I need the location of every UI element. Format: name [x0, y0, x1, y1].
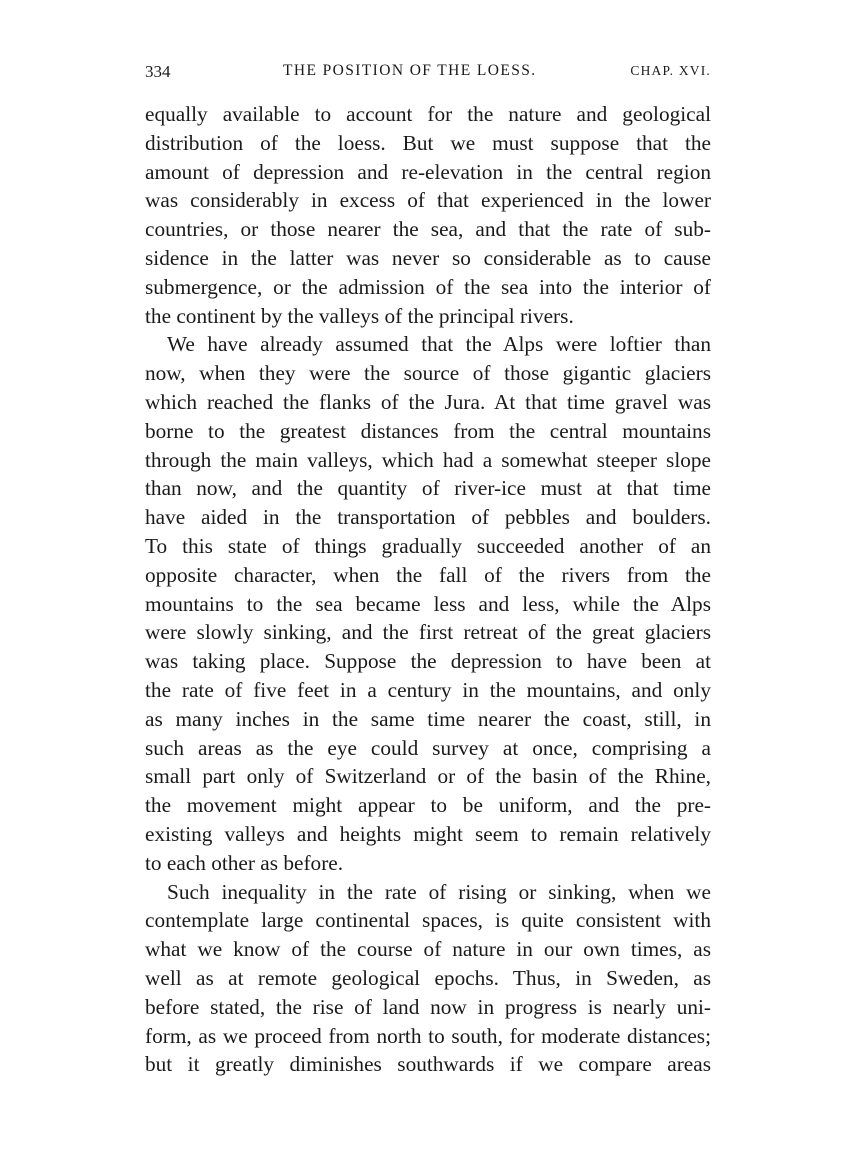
text-line: which reached the flanks of the Jura. At that time gravel was — [145, 389, 711, 414]
text-line: We have already assumed that the Alps were loftier than — [167, 332, 711, 357]
running-title: THE POSITION OF THE LOESS. — [283, 62, 537, 79]
text-line: have aided in the transportation of pebbles and boulders. — [145, 505, 711, 530]
text-line: were slowly sinking, and the first retreat of the great glaciers — [145, 620, 711, 645]
text-line: through the main valleys, which had a somewhat steeper slope — [145, 447, 711, 472]
text-line: was taking place. Suppose the depression to have been at — [145, 649, 711, 674]
running-header — [145, 62, 711, 86]
text-line: was considerably in excess of that experienced in the lower — [145, 188, 711, 213]
text-line: Such inequality in the rate of rising or sinking, when we — [167, 879, 711, 904]
text-line: opposite character, when the fall of the rivers from the — [145, 562, 711, 587]
body-text — [145, 100, 711, 1079]
text-line: existing valleys and heights might seem to remain relatively — [145, 821, 711, 846]
text-line: To this state of things gradually succeeded another of an — [145, 533, 711, 558]
text-line: countries, or those nearer the sea, and that the rate of sub- — [145, 217, 711, 242]
text-line: form, as we proceed from north to south, for moderate distances; — [145, 1023, 711, 1048]
text-line: to each other as before. — [145, 850, 344, 875]
text-line: before stated, the rise of land now in progress is nearly uni- — [145, 994, 711, 1019]
page-number: 334 — [145, 62, 171, 81]
text-line: distribution of the loess. But we must suppose that the — [145, 130, 711, 155]
text-line: what we know of the course of nature in our own times, as — [145, 937, 711, 962]
text-line: borne to the greatest distances from the central mountains — [145, 418, 711, 443]
text-line: mountains to the sea became less and less, while the Alps — [145, 591, 711, 616]
text-line: well as at remote geological epochs. Thus, in Sweden, as — [145, 965, 711, 990]
paragraph — [145, 330, 711, 877]
text-line: sidence in the latter was never so considerable as to cause — [145, 245, 711, 270]
text-line: than now, and the quantity of river-ice must at that time — [145, 476, 711, 501]
text-line: as many inches in the same time nearer the coast, still, in — [145, 706, 711, 731]
text-line: contemplate large continental spaces, is quite consistent with — [145, 908, 711, 933]
chapter-label: CHAP. XVI. — [630, 63, 711, 78]
text-line: the rate of five feet in a century in the mountains, and only — [145, 677, 711, 702]
paragraph — [145, 100, 711, 330]
text-line: amount of depression and re-elevation in the central region — [145, 159, 711, 184]
text-line: the continent by the valleys of the principal rivers. — [145, 303, 574, 328]
text-line: submergence, or the admission of the sea into the interior of — [145, 274, 711, 299]
text-line: small part only of Switzerland or of the basin of the Rhine, — [145, 764, 711, 789]
text-line: now, when they were the source of those gigantic glaciers — [145, 361, 711, 386]
text-line: the movement might appear to be uniform, and the pre- — [145, 793, 711, 818]
paragraph — [145, 878, 711, 1080]
text-line: such areas as the eye could survey at once, comprising a — [145, 735, 711, 760]
text-line: equally available to account for the nature and geological — [145, 102, 711, 126]
text-line: but it greatly diminishes southwards if we compare areas — [145, 1052, 711, 1077]
